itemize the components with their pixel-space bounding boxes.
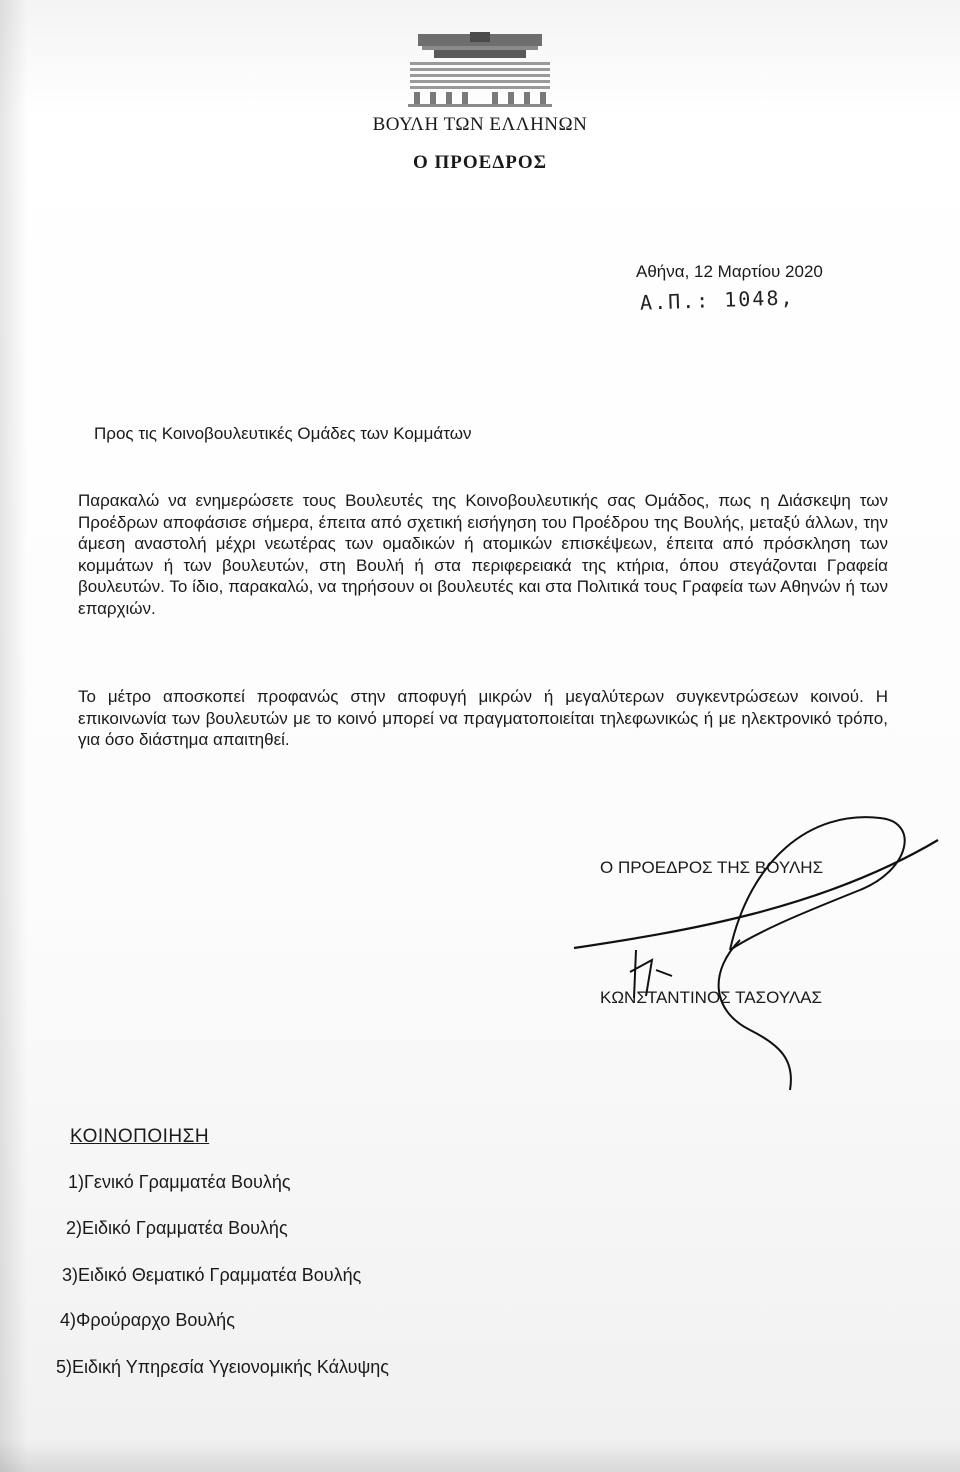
distribution-item: 2)Ειδικό Γραμματέα Βουλής	[66, 1218, 288, 1238]
distribution-item: 3)Ειδικό Θεματικό Γραμματέα Βουλής	[62, 1265, 362, 1285]
distribution-heading: ΚΟΙΝΟΠΟΙΗΣΗ	[70, 1126, 210, 1147]
distribution-item: 1)Γενικό Γραμματέα Βουλής	[68, 1172, 291, 1192]
signatory-title: Ο ΠΡΟΕΔΡΟΣ ΤΗΣ ΒΟΥΛΗΣ	[600, 858, 824, 877]
distribution-item: 4)Φρούραρχο Βουλής	[60, 1310, 235, 1330]
parliament-emblem-icon	[400, 28, 560, 108]
letter-paragraph-2: Το μέτρο αποσκοπεί προφανώς στην αποφυγή μικρών ή μεγαλύτερων συγκεντρώσεων κοινού. Η επικοινωνία των βουλευτών με το κοινό μπορεί να πραγματοποιείται τηλεφωνικώς ή με ηλεκτρονικό τρόπο, για όσο διάστημα απαιτηθεί.	[78, 687, 888, 749]
signatory-name: ΚΩΝΣΤΑΝΤΙΝΟΣ ΤΑΣΟΥΛΑΣ	[600, 988, 823, 1007]
office-title: Ο ΠΡΟΕΔΡΟΣ	[412, 152, 548, 173]
page-shadow-left	[0, 0, 28, 1472]
letter-date: Αθήνα, 12 Μαρτίου 2020	[636, 262, 823, 281]
institution-title: ΒΟΥΛΗ ΤΩΝ ΕΛΛΗΝΩΝ	[372, 114, 588, 135]
page-shadow-bottom	[0, 1440, 960, 1472]
letter-recipient: Προς τις Κοινοβουλευτικές Ομάδες των Κομμάτων	[94, 424, 472, 443]
handwritten-signature-icon	[560, 800, 960, 1100]
protocol-number: Α.Π.: 1048,	[639, 285, 795, 315]
distribution-item: 5)Ειδική Υπηρεσία Υγειονομικής Κάλυψης	[56, 1357, 389, 1377]
letter-paragraph-1: Παρακαλώ να ενημερώσετε τους Βουλευτές της Κοινοβουλευτικής σας Ομάδος, πως η Διάσκεψη των Προέδρων αποφάσισε σήμερα, έπειτα από σχετική εισήγηση του Προέδρου της Βουλής, μεταξύ άλλων, την άμεση αναστολή μέχρι νεωτέρας των ομαδικών ή ατομικών επισκέψεων, έπειτα από πρόσκληση των κομμάτων ή των βουλευτών, στη Βουλή ή στα περιφερειακά της κτήρια, όπου στεγάζονται Γραφεία βουλευτών. Το ίδιο, παρακαλώ, να τηρήσουν οι βουλευτές και στα Πολιτικά τους Γραφεία των Αθηνών ή των επαρχιών.	[78, 491, 888, 618]
